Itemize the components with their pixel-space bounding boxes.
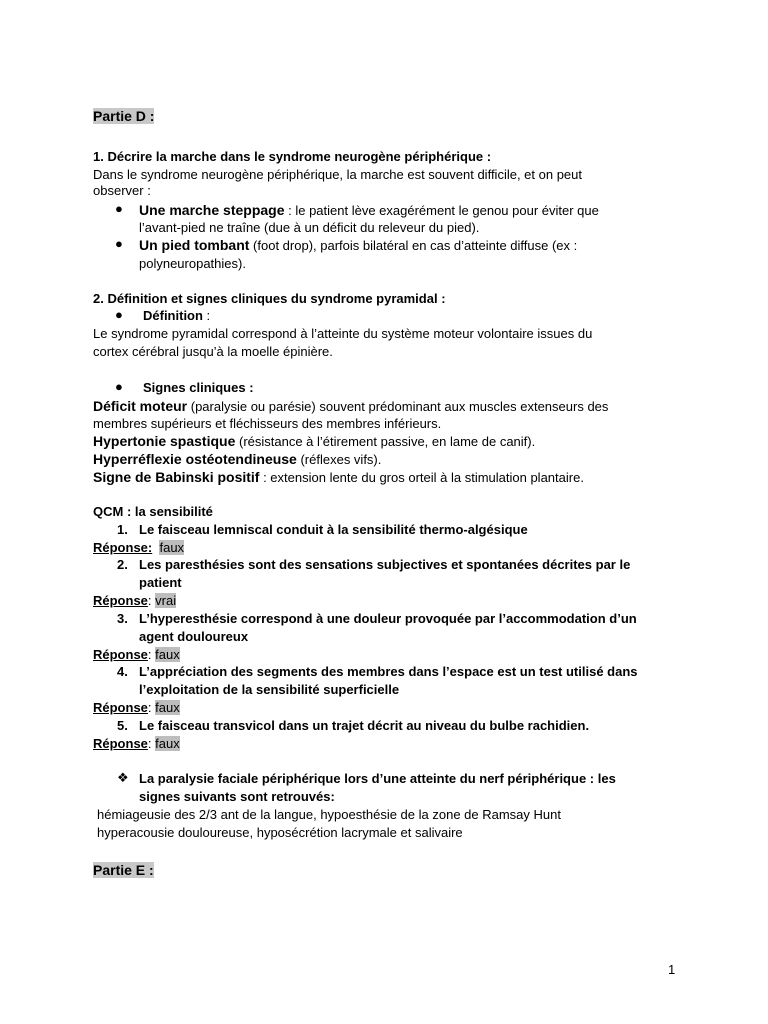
page-number: 1: [668, 962, 676, 977]
qcm-item-5-text: Le faisceau transvicol dans un trajet décrit au niveau du bulbe rachidien.: [139, 718, 590, 733]
partie-e-heading-text: Partie E :: [93, 862, 154, 878]
q2-sign-2-term: Hypertonie spastique: [93, 433, 236, 449]
answer-label: Réponse: [93, 593, 148, 608]
qcm-item-2-line2: patient: [139, 575, 182, 590]
facial-line2: hyperacousie douloureuse, hyposécrétion lacrymale et salivaire: [97, 825, 463, 840]
qcm-item-3-line2: agent douloureux: [139, 629, 249, 644]
bullet-icon: ●: [115, 307, 123, 322]
qcm-item-3-text: L’hyperesthésie correspond à une douleur provoquée par l’accommodation d’un: [139, 611, 637, 626]
qcm-item-5: [117, 717, 702, 735]
q1-intro-line1: Dans le syndrome neurogène périphérique, la marche est souvent difficile, et on peut: [93, 167, 582, 182]
q2-sign-3-text1: (réflexes vifs).: [296, 452, 382, 467]
q1-bullet-2-line2: polyneuropathies).: [139, 256, 246, 271]
facial-line1: hémiageusie des 2/3 ant de la langue, hypoesthésie de la zone de Ramsay Hunt: [97, 807, 561, 822]
q1-bullet-2-term: Un pied tombant: [139, 237, 250, 253]
q1-bullet-1-line2: l’avant-pied ne traîne (due à un déficit du releveur du pied).: [139, 220, 480, 235]
qcm-item-3: [117, 610, 702, 628]
q2-signs-label: Signes cliniques :: [143, 380, 254, 395]
qcm-answer-3: Réponse: faux: [93, 647, 180, 662]
qcm-answer-3-value: faux: [155, 647, 180, 662]
q2-sign-3-term: Hyperréflexie ostéotendineuse: [93, 451, 297, 467]
qcm-item-5-num: 5.: [117, 718, 128, 733]
qcm-answer-5: Réponse: faux: [93, 736, 180, 751]
qcm-item-4-line2: l’exploitation de la sensibilité superficielle: [139, 682, 400, 697]
bullet-icon: ●: [115, 379, 123, 394]
q2-sign-1-text1: (paralysie ou parésie) souvent prédominant aux muscles extenseurs des: [187, 399, 609, 414]
answer-label: Réponse: [93, 736, 148, 751]
qcm-item-1: [117, 521, 702, 539]
partie-d-heading-text: Partie D :: [93, 108, 155, 124]
q2-sign-4-term: Signe de Babinski positif: [93, 469, 260, 485]
answer-label: Réponse: [93, 540, 148, 555]
q1-bullet-2: [139, 236, 724, 255]
q2-definition-label-text: Définition: [143, 308, 203, 323]
qcm-answer-2-value: vrai: [155, 593, 177, 608]
qcm-item-1-text: Le faisceau lemniscal conduit à la sensibilité thermo-algésique: [139, 522, 528, 537]
qcm-item-4-text: L’appréciation des segments des membres dans l’espace est un test utilisé dans: [139, 664, 638, 679]
qcm-answer-5-value: faux: [155, 736, 180, 751]
qcm-item-2-num: 2.: [117, 557, 128, 572]
bullet-icon: ●: [115, 236, 123, 251]
q2-sign-4: [93, 468, 678, 487]
qcm-answer-4-value: faux: [155, 700, 180, 715]
facial-title-line2: signes suivants sont retrouvés:: [139, 789, 335, 804]
qcm-item-2: [117, 556, 702, 574]
q2-definition-label: [143, 307, 728, 325]
partie-e-heading: [93, 861, 678, 879]
qcm-item-4-num: 4.: [117, 664, 128, 679]
q2-sign-1-term: Déficit moteur: [93, 398, 188, 414]
q1-bullet-2-text1: (foot drop), parfois bilatéral en cas d’atteinte diffuse (ex :: [249, 238, 578, 253]
qcm-answer-1: Réponse: faux: [93, 540, 185, 555]
qcm-item-2-text: Les paresthésies sont des sensations subjectives et spontanées décrites par le: [139, 557, 631, 572]
q1-bullet-1: [139, 201, 724, 220]
q1-title: 1. Décrire la marche dans le syndrome neurogène périphérique :: [93, 149, 492, 164]
q2-sign-1: [93, 397, 678, 416]
q2-title: 2. Définition et signes cliniques du syndrome pyramidal :: [93, 291, 446, 306]
qcm-answer-1-value: faux: [159, 540, 185, 555]
qcm-item-4: [117, 663, 702, 681]
qcm-answer-2: Réponse: vrai: [93, 593, 177, 608]
q1-bullet-1-term: Une marche steppage: [139, 202, 285, 218]
bullet-icon: ●: [115, 201, 123, 216]
q2-definition-colon: :: [202, 308, 211, 323]
q2-definition-line2: cortex cérébral jusqu’à la moelle épinière.: [93, 344, 333, 359]
q1-bullet-1-text1: : le patient lève exagérément le genou pour éviter que: [284, 203, 599, 218]
partie-d-heading: [93, 107, 678, 125]
q2-sign-3: [93, 450, 678, 469]
qcm-item-3-num: 3.: [117, 611, 128, 626]
qcm-answer-4: Réponse: faux: [93, 700, 180, 715]
q2-definition-line1: Le syndrome pyramidal correspond à l’atteinte du système moteur volontaire issues du: [93, 326, 593, 341]
q2-sign-1-line2: membres supérieurs et fléchisseurs des membres inférieurs.: [93, 416, 442, 431]
q2-sign-2: [93, 432, 678, 451]
q2-sign-4-text1: : extension lente du gros orteil à la stimulation plantaire.: [259, 470, 584, 485]
diamond-bullet-icon: ❖: [117, 770, 129, 785]
facial-title-line1: La paralysie faciale périphérique lors d’une atteinte du nerf périphérique : les: [139, 771, 616, 786]
q1-intro-line2: observer :: [93, 183, 151, 198]
answer-label: Réponse: [93, 647, 148, 662]
qcm-title: QCM : la sensibilité: [93, 504, 213, 519]
qcm-item-1-num: 1.: [117, 522, 128, 537]
q2-sign-2-text1: (résistance à l’étirement passive, en lame de canif).: [235, 434, 536, 449]
answer-label: Réponse: [93, 700, 148, 715]
